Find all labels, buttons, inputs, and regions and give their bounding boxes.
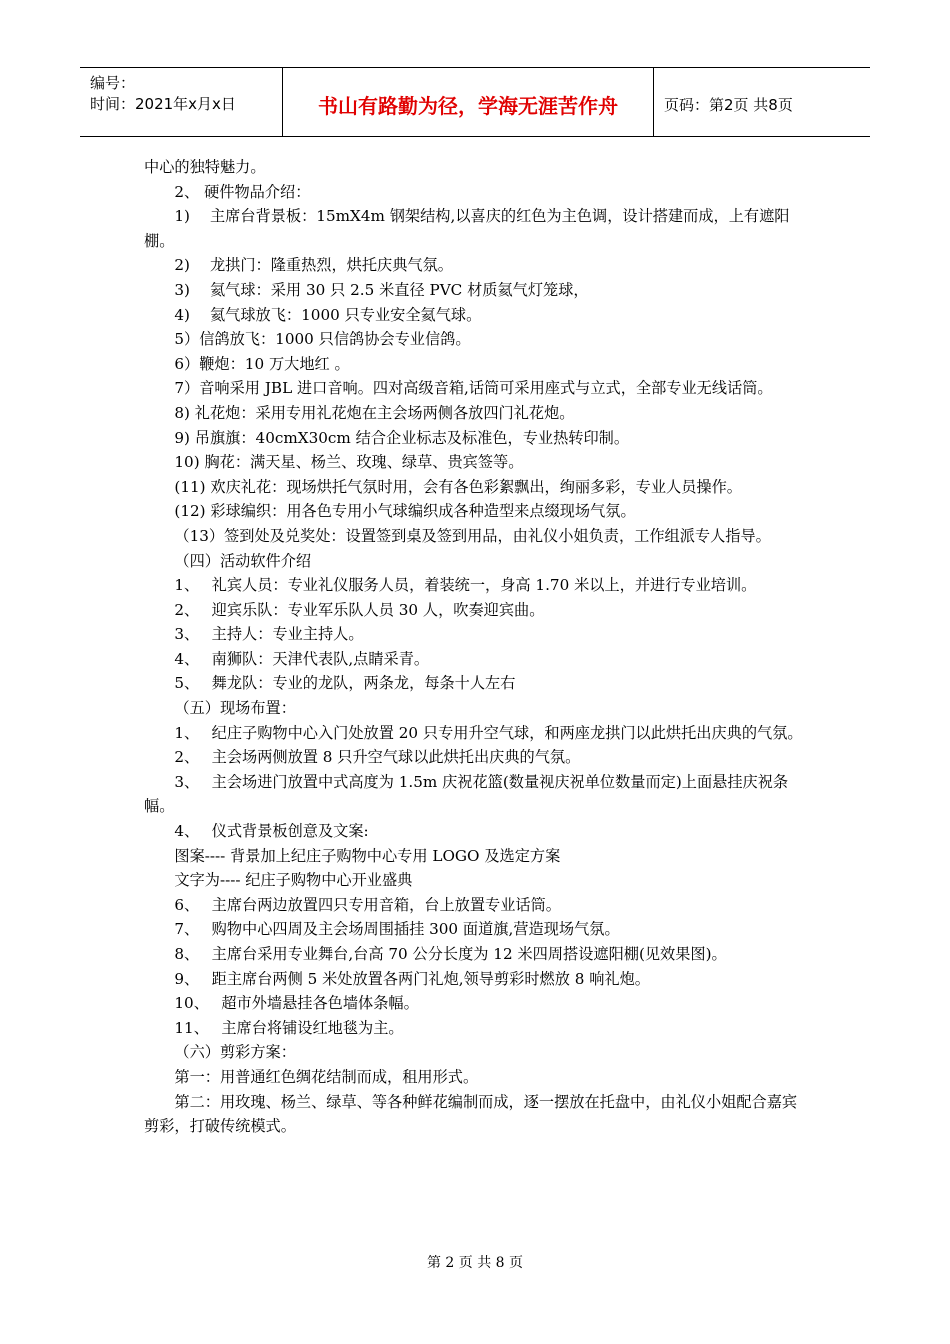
paragraph: （五）现场布置： — [174, 699, 296, 718]
paragraph: 2、 主会场两侧放置 8 只升空气球以此烘托出庆典的气氛。 — [174, 748, 581, 767]
page-header — [80, 67, 870, 137]
serial-label: 编号： — [90, 74, 136, 92]
paragraph: 5）信鸽放飞：1000 只信鸽协会专业信鸽。 — [174, 330, 471, 349]
page-info: 页码：第2页 共8页 — [664, 96, 793, 114]
page-footer: 第 2 页 共 8 页 — [426, 1255, 524, 1271]
paragraph: 第一：用普通红色绸花结制而成，租用形式。 — [174, 1067, 479, 1086]
paragraph: 7）音响采用 JBL 进口音响。四对高级音箱,话筒可采用座式与立式，全部专业无线话筒。 — [174, 379, 773, 398]
paragraph: （六）剪彩方案： — [174, 1043, 296, 1062]
paragraph: 6、 主席台两边放置四只专用音箱，台上放置专业话筒。 — [174, 895, 561, 914]
header-left-cell — [80, 68, 280, 136]
paragraph: （13）签到处及兑奖处：设置签到桌及签到用品，由礼仪小姐负责，工作组派专人指导。 — [174, 526, 771, 545]
paragraph: 4) 氦气球放飞：1000 只专业安全氦气球。 — [174, 305, 482, 324]
paragraph: 1、 纪庄子购物中心入门处放置 20 只专用升空气球，和两座龙拱门以此烘托出庆典的气氛。 — [174, 723, 803, 742]
header-middle-cell — [282, 68, 654, 136]
paragraph: 6）鞭炮：10 万大地红 。 — [174, 354, 350, 373]
paragraph: (12) 彩球编织：用各色专用小气球编织成各种造型来点缀现场气氛。 — [174, 502, 636, 521]
paragraph: （四）活动软件介绍 — [174, 551, 312, 570]
paragraph: 10) 胸花：满天星、杨兰、玫瑰、绿草、贵宾签等。 — [174, 453, 524, 472]
paragraph: 2、 硬件物品介绍： — [174, 182, 311, 201]
paragraph: 9) 吊旗旗：40cmX30cm 结合企业标志及标准色，专业热转印制。 — [174, 428, 630, 447]
paragraph: 5、 舞龙队：专业的龙队，两条龙，每条十人左右 — [174, 674, 516, 693]
paragraph: (11) 欢庆礼花：现场烘托气氛时用，会有各色彩絮飘出，绚丽多彩，专业人员操作。 — [174, 477, 742, 496]
motto: 书山有路勤为径，学海无涯苦作舟 — [318, 94, 618, 118]
paragraph: 8、 主席台采用专业舞台,台高 70 公分长度为 12 米四周搭设遮阳棚(见效果图)。 — [174, 945, 727, 963]
paragraph: 10、 超市外墙悬挂各色墙体条幅。 — [174, 994, 419, 1013]
time-label: 时间：2021年x月x日 — [90, 95, 236, 113]
header-right-cell — [654, 68, 870, 136]
paragraph: 2、 迎宾乐队：专业军乐队人员 30 人，吹奏迎宾曲。 — [174, 600, 545, 619]
paragraph: 3、 主持人：专业主持人。 — [174, 625, 364, 644]
paragraph: 3、 主会场进门放置中式高度为 1.5m 庆祝花篮(数量视庆祝单位数量而定)上面悬挂庆祝条幅。 — [144, 772, 789, 816]
paragraph: 3) 氦气球：采用 30 只 2.5 米直径 PVC 材质氦气灯笼球， — [174, 280, 589, 299]
paragraph: 4、 仪式背景板创意及文案: — [174, 822, 369, 841]
paragraph: 2) 龙拱门：隆重热烈，烘托庆典气氛。 — [174, 256, 453, 275]
paragraph: 第二：用玫瑰、杨兰、绿草、等各种鲜花编制而成，逐一摆放在托盘中，由礼仪小姐配合嘉宾剪彩，打破传统模式。 — [144, 1092, 798, 1136]
paragraph: 11、 主席台将铺设红地毯为主。 — [174, 1018, 404, 1037]
paragraph: 图案---- 背景加上纪庄子购物中心专用 LOGO 及选定方案 — [174, 846, 561, 865]
paragraph: 7、 购物中心四周及主会场周围插挂 300 面道旗,营造现场气氛。 — [174, 920, 620, 939]
paragraph: 文字为---- 纪庄子购物中心开业盛典 — [174, 871, 413, 890]
paragraph: 1、 礼宾人员：专业礼仪服务人员，着装统一，身高 1.70 米以上，并进行专业培训。 — [174, 576, 757, 595]
paragraph: 9、 距主席台两侧 5 米处放置各两门礼炮,领导剪彩时燃放 8 响礼炮。 — [174, 969, 650, 988]
paragraph: 中心的独特魅力。 — [144, 158, 266, 176]
paragraph: 4、 南狮队：天津代表队,点睛采青。 — [174, 649, 430, 668]
paragraph: 8) 礼花炮：采用专用礼花炮在主会场两侧各放四门礼花炮。 — [174, 403, 575, 422]
paragraph: 1) 主席台背景板：15mX4m 钢架结构,以喜庆的红色为主色调，设计搭建而成，上有遮阳棚。 — [144, 207, 790, 250]
document-body — [144, 155, 812, 1139]
